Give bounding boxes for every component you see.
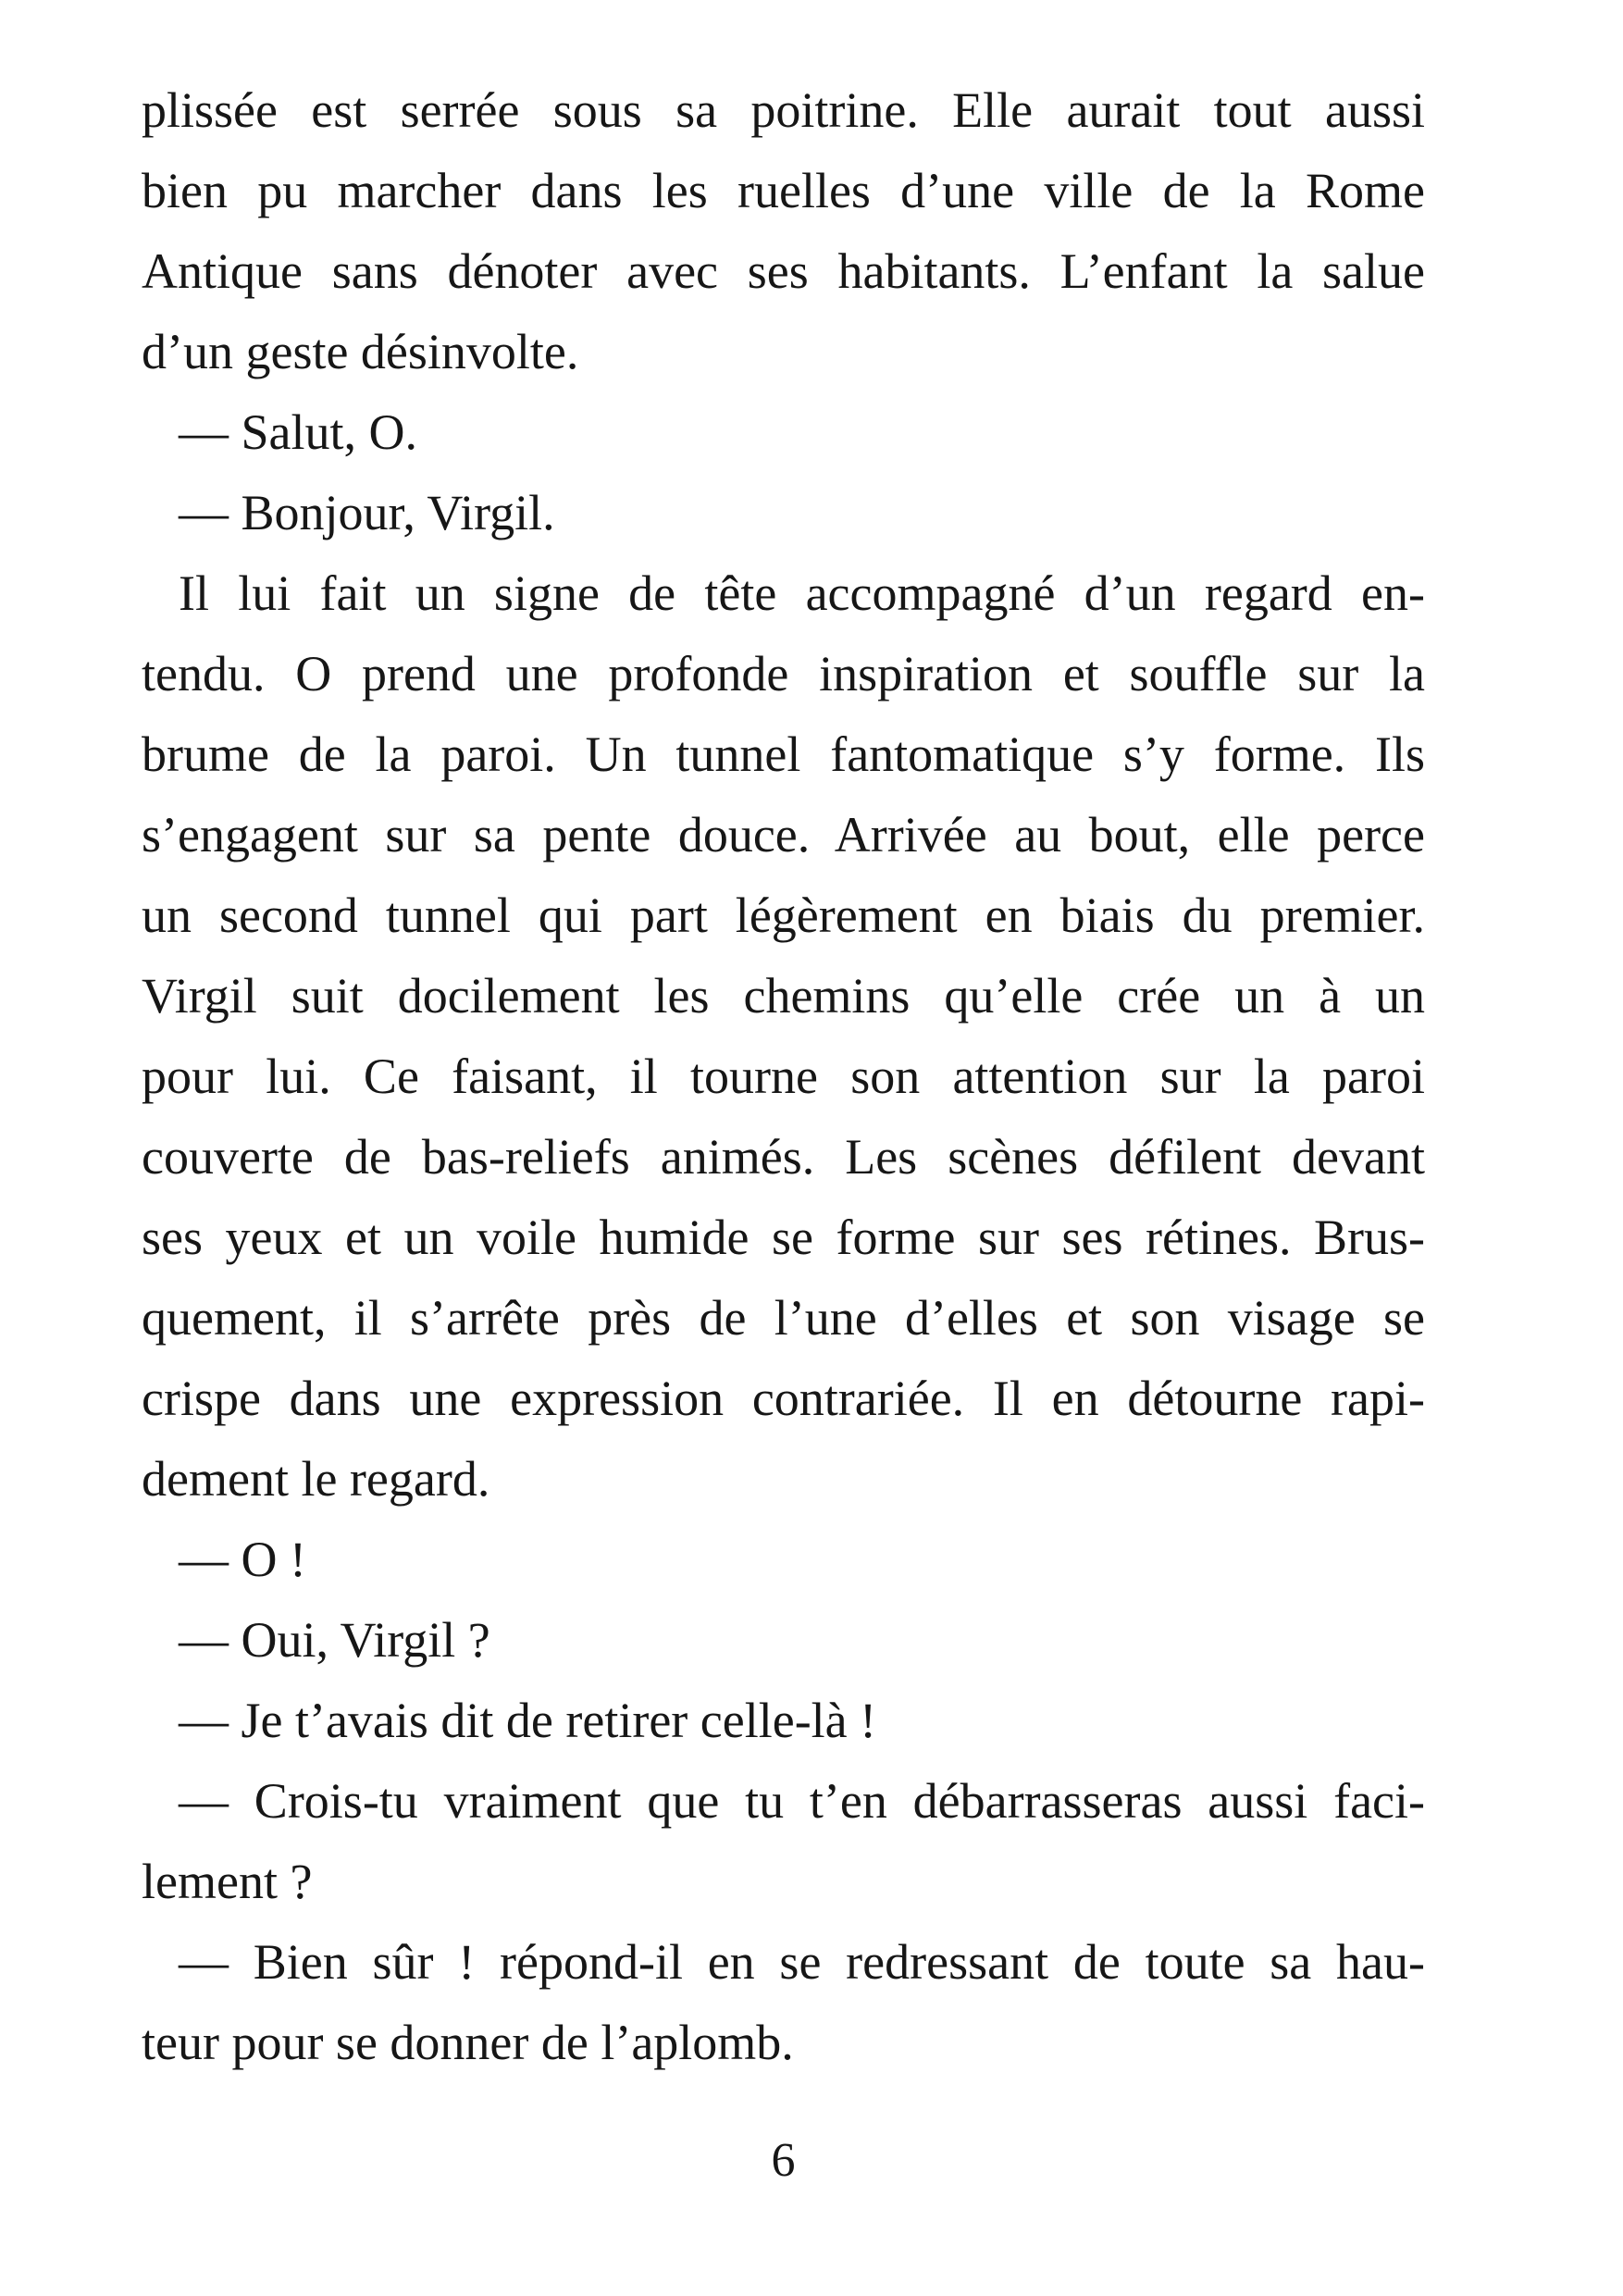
text-line: — Bonjour, Virgil. (179, 485, 555, 540)
page-number: 6 (771, 2134, 796, 2187)
text-line: couverte de bas-reliefs animés. Les scènes défilent devant (142, 1129, 1425, 1185)
text-line: s’engagent sur sa pente douce. Arrivée au bout, elle perce (142, 807, 1425, 863)
text-line: — Bien sûr ! répond-il en se redressant de toute sa hau- (179, 1934, 1425, 1990)
text-line: bien pu marcher dans les ruelles d’une ville de la Rome (142, 163, 1425, 218)
text-line: d’un geste désinvolte. (142, 324, 579, 379)
text-line: — Salut, O. (179, 404, 418, 460)
text-line: plissée est serrée sous sa poitrine. Elle aurait tout aussi (142, 82, 1425, 138)
body-text (142, 70, 1425, 2083)
text-line: un second tunnel qui part légèrement en biais du premier. (142, 887, 1425, 943)
text-line: — Crois-tu vraiment que tu t’en débarrasseras aussi faci- (179, 1773, 1425, 1829)
text-line: Virgil suit docilement les chemins qu’elle crée un à un (142, 968, 1425, 1024)
text-line: — O ! (179, 1532, 306, 1587)
text-line: lement ? (142, 1854, 313, 1909)
text-line: brume de la paroi. Un tunnel fantomatique s’y forme. Ils (142, 726, 1425, 782)
text-line: quement, il s’arrête près de l’une d’elles et son visage se (142, 1290, 1425, 1346)
text-line: crispe dans une expression contrariée. Il en détourne rapi- (142, 1371, 1425, 1426)
text-line: teur pour se donner de l’aplomb. (142, 2015, 794, 2070)
text-line: ses yeux et un voile humide se forme sur ses rétines. Brus- (142, 1210, 1425, 1265)
text-line: dement le regard. (142, 1451, 490, 1507)
text-line: Antique sans dénoter avec ses habitants. L’enfant la salue (142, 243, 1425, 299)
text-line: — Je t’avais dit de retirer celle-là ! (179, 1693, 877, 1748)
text-line: pour lui. Ce faisant, il tourne son attention sur la paroi (142, 1049, 1425, 1104)
text-line: Il lui fait un signe de tête accompagné d’un regard en- (179, 565, 1425, 621)
text-line: — Oui, Virgil ? (179, 1612, 490, 1668)
text-line: tendu. O prend une profonde inspiration et souffle sur la (142, 646, 1425, 701)
